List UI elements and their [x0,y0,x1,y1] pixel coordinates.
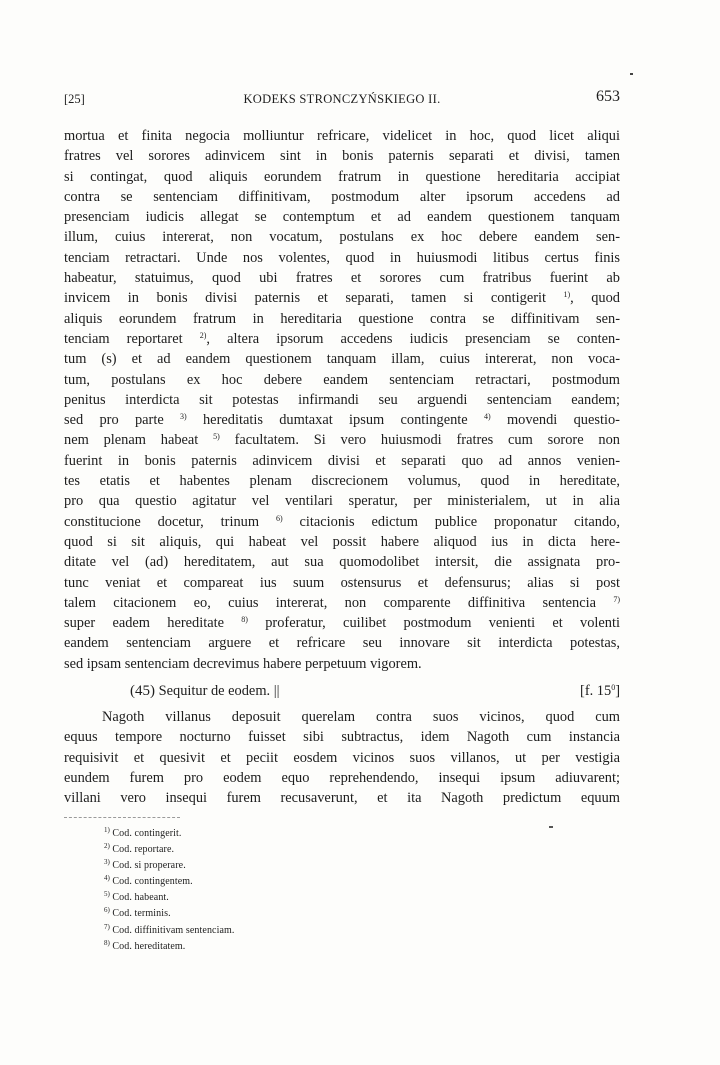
footnote-number: 5) [104,890,110,899]
footnote [104,923,234,939]
scan-speck [630,73,633,75]
header-section-range: [25] [64,92,85,106]
footnote [104,826,234,842]
footnote-text: Cod. si properare. [112,860,186,872]
footnotes [104,826,234,955]
folio-bracket: ] [615,683,620,699]
text-line: fratres vel sorores adinvicem sint in bonis paternis separati et divisi, tamen [64,148,620,165]
footnote-number: 8) [104,938,110,947]
footnote [104,890,234,906]
section-heading [130,683,620,703]
text-line: penitus interdicta sit potestas infirmandi seu arguendi sentenciam eandem; [64,391,620,408]
footnote-text: Cod. terminis. [112,908,171,920]
footnote-number: 2) [104,842,110,851]
text-line: habeatur, statuimus, quod ubi fratres et sorores cum fratribus fuerint ab [64,270,620,287]
scan-speck [549,826,553,828]
text-line [64,430,620,450]
text-line: quod si sit aliquis, qui habeat vel possit habere aliquod ius in dicta here- [64,533,620,550]
text-line: aliquis eorundem fratrum in hereditaria questione contra se diffinitivam sen- [64,310,620,327]
text-segment: movendi questio- [506,412,620,429]
footnote [104,939,234,955]
folio-reference [580,683,620,700]
text-segment: nem plenam habeat [64,432,199,449]
running-header [64,88,620,110]
footnote-text: Cod. habeant. [112,892,169,904]
text-line: Nagoth villanus deposuit querelam contra suos vicinos, quod cum [102,709,620,725]
footnote-text: Cod. diffinitivam sentenciam. [112,924,235,936]
text-line [64,288,620,308]
text-segment: sed pro parte [64,412,164,429]
footnote [104,906,234,922]
text-segment: quod [591,290,620,307]
footnote-number: 7) [104,922,110,931]
text-line: tes etatis et habentes plenam discrecionem volumus, quod in hereditate, [64,473,620,490]
footnote-marker: 5) [213,432,220,442]
page-number: 653 [596,88,620,105]
text-line [64,613,620,633]
text-line: pro qua questio agitatur vel ventilari speratur, per ministerialem, ut in alia [64,493,620,510]
text-line [64,512,620,532]
text-line: tum (s) et ad eandem questionem tanquam illam, cuius intererat, non voca- [64,351,620,368]
text-segment: , [206,330,211,347]
text-segment: proferatur, cuilibet postmodum venienti et volenti [265,615,620,632]
text-line: tum, postulans ex hoc debere eandem sentenciam retractari, postmodum [64,371,620,388]
section-number: (45) [130,683,155,699]
footnote-marker: 1) [563,290,571,300]
text-segment: facultatem. Si vero huiusmodi fratres cum sorore non [234,432,620,449]
text-line: presenciam iudicis allegat se contemptum et ad eandem questionem tanquam [64,209,620,226]
text-line [64,593,620,613]
section-text-block [64,707,620,808]
footnote [104,842,234,858]
text-line: si contingat, quod aliquis eorundem fratrum in questione hereditaria accipiat [64,168,620,185]
text-line: villani vero insequi furem recusaverunt, et ita Nagoth predictum equum [64,790,620,807]
footnote-marker: 6) [275,513,283,523]
header-title: KODEKS STRONCZYŃSKIEGO II. [243,92,441,106]
text-segment: , [570,290,574,307]
text-line: fuerint in bonis paternis adinvicem divisi et separati quo ad annos venien- [64,452,620,469]
text-line: ditate vel (ad) hereditatem, aut sua quomodolibet intersit, die assignata pro- [64,554,620,571]
footnote-number: 3) [104,858,110,867]
text-line [64,410,620,430]
text-line: contra se sentenciam diffinitivam, postmodum alter ipsorum accedens ad [64,188,620,205]
text-line: equus tempore nocturno fuisset sibi subtractus, idem Nagoth cum instancia [64,729,620,746]
footnote [104,874,234,890]
footnote-text: Cod. contingentem. [112,876,193,888]
text-segment: tenciam reportaret [64,330,183,347]
footnote-text: Cod. reportare. [112,844,175,856]
footnote-marker: 4) [483,412,491,422]
text-line: requisivit et quesivit et peciit eosdem vicinos suos villanos, ut per vestigia [64,749,620,766]
text-line [64,329,620,349]
folio-text: [f. 15 [580,683,612,699]
text-segment: constitucione docetur, trinum [64,513,260,530]
footnote-marker: 7) [613,594,620,604]
footnote [104,858,234,874]
text-line: mortua et finita negocia molliuntur refricare, videlicet in hoc, quod licet aliqui [64,128,620,144]
text-segment: super eadem hereditate [64,615,224,632]
text-segment: altera ipsorum accedens iudicis presenciam se conten- [227,330,621,347]
text-line: tunc veniat et compareat ius suum ostensurus et defensurus; alias si post [64,574,620,591]
footnote-separator [64,817,180,818]
footnote-marker: 3) [180,412,187,422]
section-title-wrap [130,683,279,700]
text-line: eundem furem pro eodem equo reprehendendo, insequi ipsum adiuvarent; [64,769,620,786]
section-title: Sequitur de eodem. || [158,683,280,699]
text-line: sed ipsam sentenciam decrevimus habere perpetuum vigorem. [64,655,422,672]
footnote-marker: 2) [199,330,207,340]
footnote-number: 4) [104,874,110,883]
text-line: eandem sentenciam arguere et refricare seu innovare sit interdicta potestas, [64,635,620,652]
text-segment: talem citacionem eo, cuius intererat, non comparente diffinitiva sentencia [64,594,597,611]
folio-superscript: 0 [611,683,616,692]
text-line: illum, cuius intererat, non vocatum, postulans ex hoc debere eandem sen- [64,229,620,246]
footnote-text: Cod. hereditatem. [112,940,186,952]
main-text-block [64,126,620,674]
text-segment: citacionis edictum publice proponatur citando, [299,513,620,530]
footnote-number: 6) [104,906,110,915]
footnote-marker: 8) [241,615,248,625]
text-segment: invicem in bonis divisi paternis et separati, tamen si contigerit [64,290,546,307]
footnote-number: 1) [104,826,110,834]
text-line: tenciam retractari. Unde nos volentes, quod in huiusmodi litibus certus finis [64,249,620,266]
footnote-text: Cod. contingerit. [112,828,182,839]
text-segment: hereditatis dumtaxat ipsum contingente [202,412,468,429]
